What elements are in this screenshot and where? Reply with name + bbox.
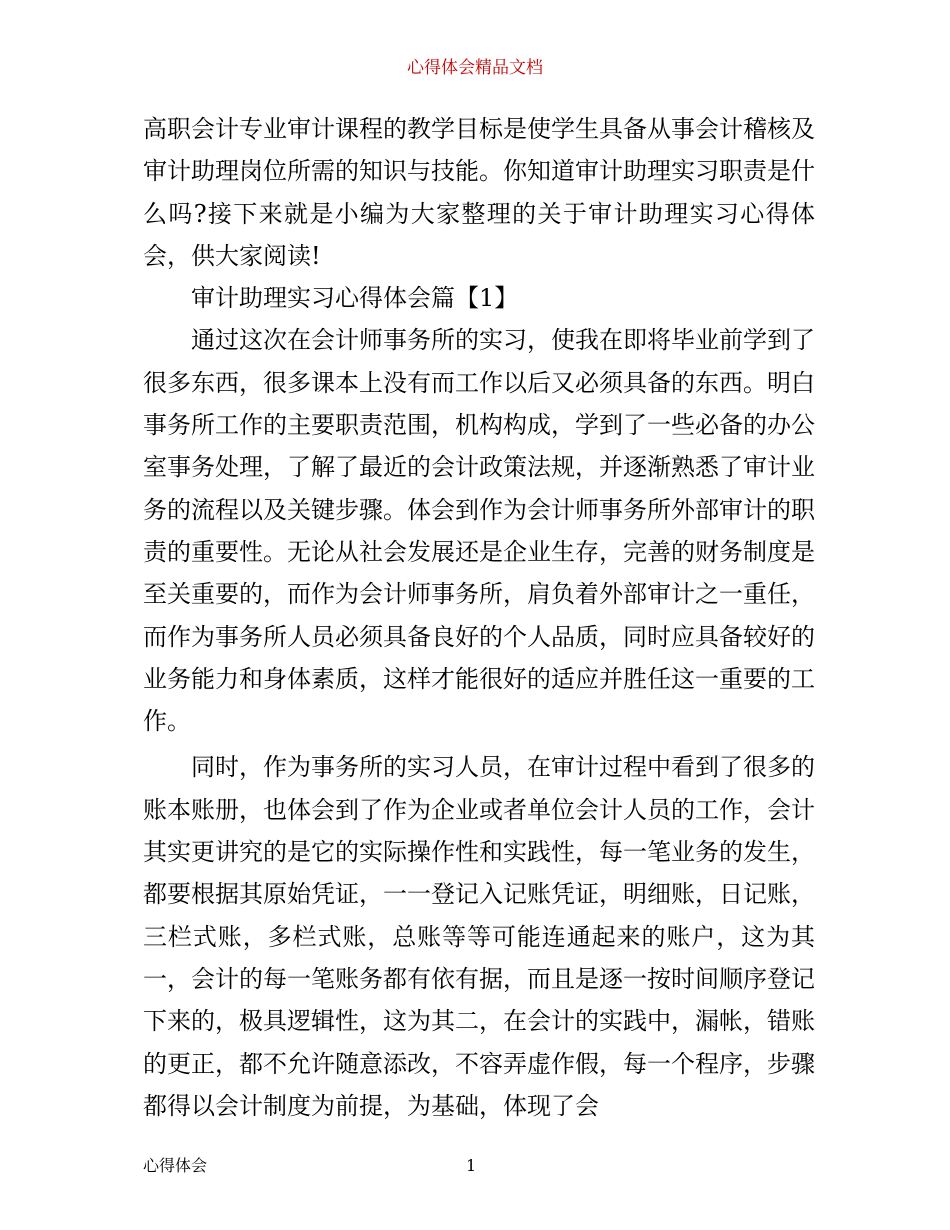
document-body <box>143 108 815 1127</box>
intro-paragraph: 高职会计专业审计课程的教学目标是使学生具备从事会计稽核及审计助理岗位所需的知识与技能。你知道审计助理实习职责是什么吗?接下来就是小编为大家整理的关于审计助理实习心得体会，供大家阅读! <box>143 115 815 270</box>
body-paragraph-2: 同时，作为事务所的实习人员，在审计过程中看到了很多的账本账册，也体会到了作为企业或者单位会计人员的工作，会计其实更讲究的是它的实际操作性和实践性，每一笔业务的发生，都要根据其原始凭证，一一登记入记账凭证，明细账，日记账，三栏式账，多栏式账，总账等等可能连通起来的账户，这为其一，会计的每一笔账务都有依有据，而且是逐一按时间顺序登记下来的，极具逻辑性，这为其二，在会计的实践中，漏帐，错账的更正，都不允许随意添改，不容弄虚作假，每一个程序，步骤都得以会计制度为前提，为基础，体现了会 <box>143 753 815 1120</box>
footer-page-number: 1 <box>466 1156 477 1175</box>
footer-label: 心得体会 <box>143 1156 208 1175</box>
page-header-title: 心得体会精品文档 <box>407 58 543 78</box>
body-paragraph-1: 通过这次在会计师事务所的实习，使我在即将毕业前学到了很多东西，很多课本上没有而工作以后又必须具备的东西。明白事务所工作的主要职责范围，机构构成，学到了一些必备的办公室事务处理，了解了最近的会计政策法规，并逐渐熟悉了审计业务的流程以及关键步骤。体会到作为会计师事务所外部审计的职责的重要性。无论从社会发展还是企业生存，完善的财务制度是至关重要的，而作为会计师事务所，肩负着外部审计之一重任，而作为事务所人员必须具备良好的个人品质，同时应具备较好的业务能力和身体素质，这样才能很好的适应并胜任这一重要的工作。 <box>143 326 815 736</box>
section-heading: 审计助理实习心得体会篇【1】 <box>191 284 519 313</box>
